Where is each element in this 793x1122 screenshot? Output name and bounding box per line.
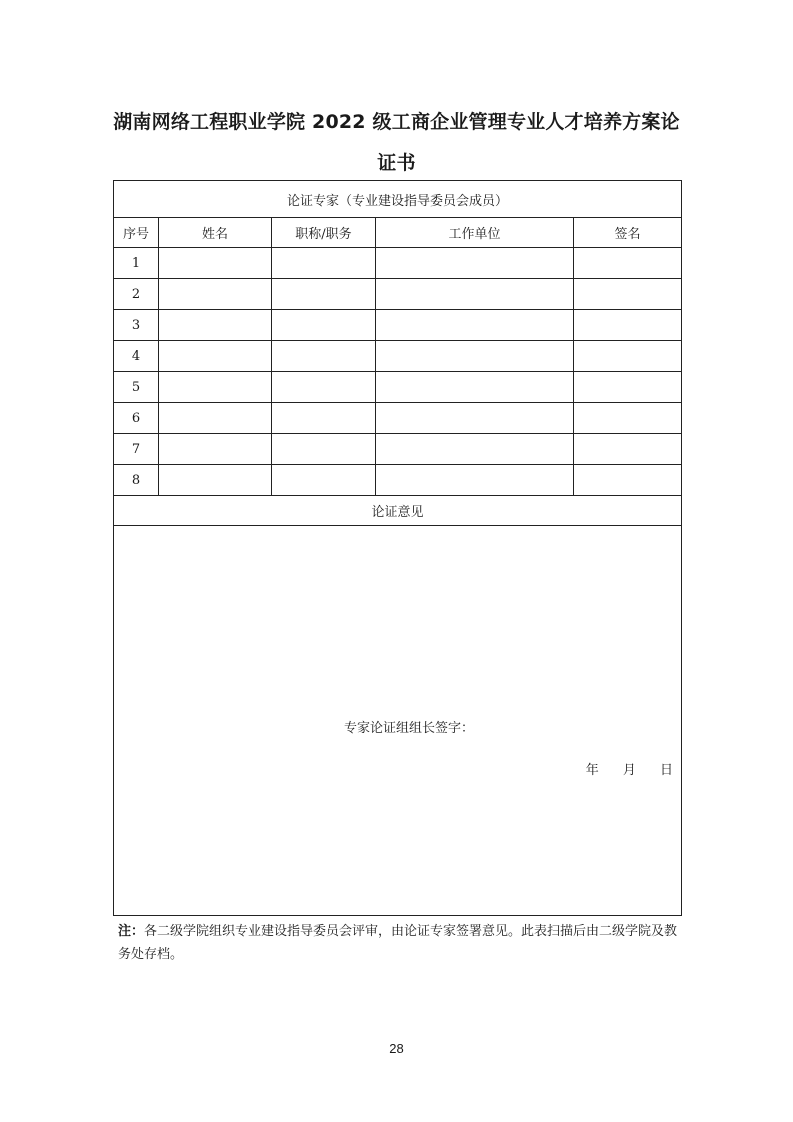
opinion-area: [114, 526, 682, 916]
col-header-name: 姓名: [159, 218, 272, 248]
title-cell: [272, 434, 376, 465]
row-number: 7: [114, 434, 159, 465]
signature-cell: [574, 248, 682, 279]
table-row: [114, 372, 682, 403]
row-number: 1: [114, 248, 159, 279]
workplace-cell: [376, 372, 574, 403]
row-number: 8: [114, 465, 159, 496]
table-row: [114, 279, 682, 310]
workplace-cell: [376, 434, 574, 465]
col-header-title: 职称/职务: [272, 218, 376, 248]
signature-cell: [574, 279, 682, 310]
document-title-line-1: 湖南网络工程职业学院 2022 级工商企业管理专业人才培养方案论: [113, 111, 680, 133]
name-cell: [159, 372, 272, 403]
row-number: 6: [114, 403, 159, 434]
col-header-signature: 签名: [574, 218, 682, 248]
document-title-line-2: 证书: [377, 152, 416, 174]
row-number: 4: [114, 341, 159, 372]
name-cell: [159, 434, 272, 465]
table-row: [114, 403, 682, 434]
workplace-cell: [376, 248, 574, 279]
table-row: [114, 248, 682, 279]
table-row: [114, 341, 682, 372]
signature-cell: [574, 403, 682, 434]
column-header-row: [114, 218, 682, 248]
leader-signature-label: 专家论证组组长签字：: [344, 721, 475, 736]
name-cell: [159, 279, 272, 310]
row-number: 3: [114, 310, 159, 341]
workplace-cell: [376, 403, 574, 434]
page-number: 28: [389, 1041, 404, 1056]
table-row: [114, 434, 682, 465]
signature-cell: [574, 310, 682, 341]
name-cell: [159, 403, 272, 434]
opinion-header: 论证意见: [114, 496, 682, 526]
col-header-workplace: 工作单位: [376, 218, 574, 248]
workplace-cell: [376, 341, 574, 372]
signature-cell: [574, 465, 682, 496]
workplace-cell: [376, 465, 574, 496]
certificate-table: [113, 180, 682, 916]
workplace-cell: [376, 279, 574, 310]
row-number: 2: [114, 279, 159, 310]
title-cell: [272, 465, 376, 496]
title-cell: [272, 248, 376, 279]
footnote-label: 注：: [118, 924, 145, 939]
workplace-cell: [376, 310, 574, 341]
name-cell: [159, 248, 272, 279]
title-cell: [272, 372, 376, 403]
signature-cell: [574, 434, 682, 465]
title-cell: [272, 279, 376, 310]
table-row: [114, 310, 682, 341]
col-header-number: 序号: [114, 218, 159, 248]
signature-date: 年 月 日: [585, 763, 674, 778]
footnote: [118, 920, 683, 966]
signature-cell: [574, 372, 682, 403]
row-number: 5: [114, 372, 159, 403]
footnote-text: 各二级学院组织专业建设指导委员会评审，由论证专家签署意见。此表扫描后由二级学院及教务处存档。: [118, 924, 678, 962]
experts-header: 论证专家（专业建设指导委员会成员）: [114, 181, 682, 218]
title-cell: [272, 403, 376, 434]
title-cell: [272, 310, 376, 341]
name-cell: [159, 465, 272, 496]
name-cell: [159, 310, 272, 341]
title-cell: [272, 341, 376, 372]
table-row: [114, 465, 682, 496]
signature-cell: [574, 341, 682, 372]
name-cell: [159, 341, 272, 372]
